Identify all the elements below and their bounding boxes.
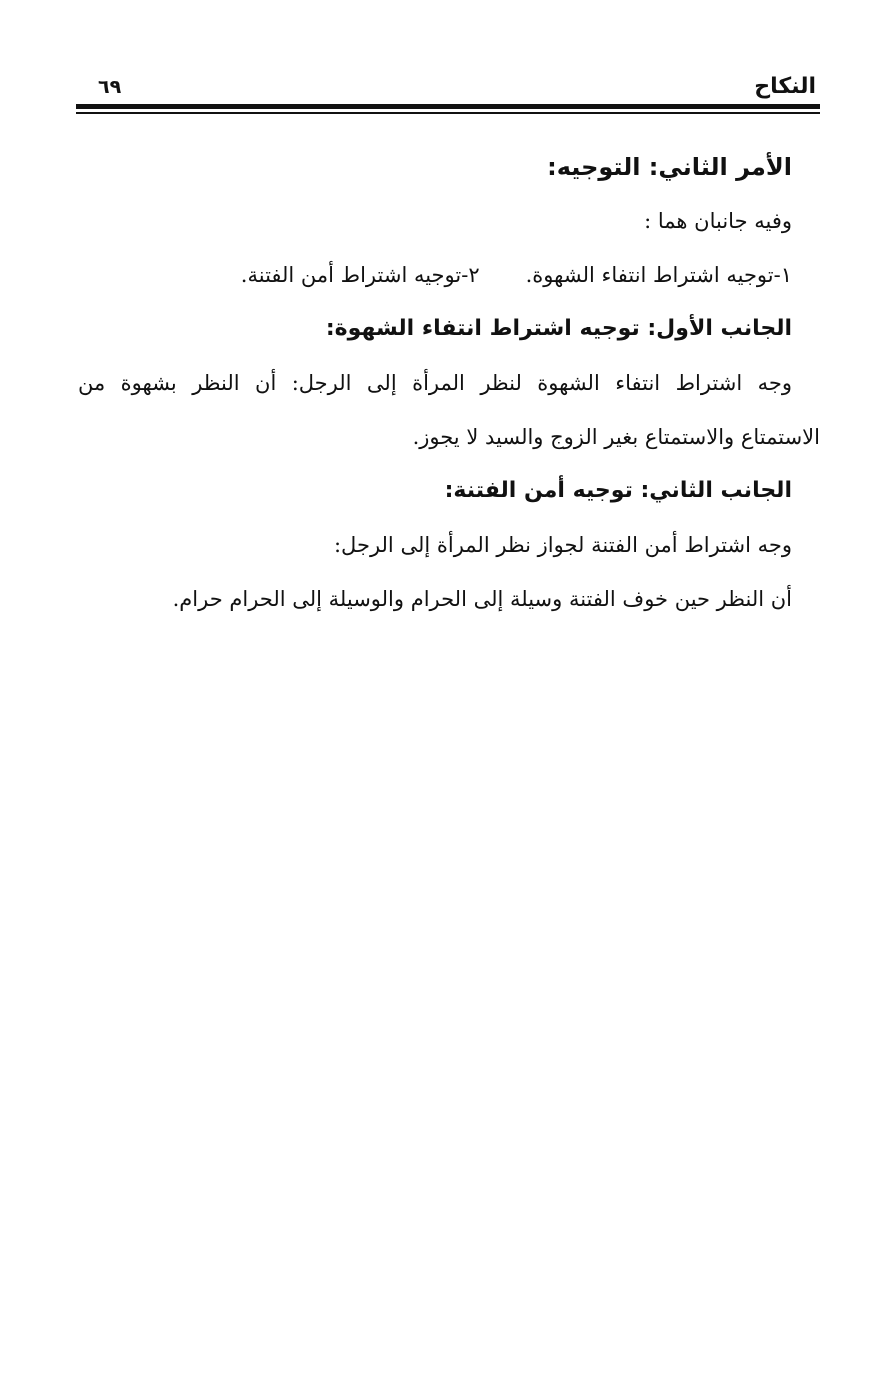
- intro-text: وفيه جانبان هما :: [644, 209, 792, 233]
- page-body: [78, 140, 820, 626]
- page-number: ٦٩: [98, 76, 122, 98]
- paragraph-line: الاستمتاع والاستمتاع بغير الزوج والسيد لا يجوز.: [412, 425, 820, 449]
- list-item: ١-توجيه اشتراط انتفاء الشهوة.: [525, 263, 792, 287]
- aspects-list: [80, 248, 792, 302]
- paragraph-line: وجه اشتراط أمن الفتنة لجواز نظر المرأة إلى الرجل:: [333, 533, 792, 557]
- paragraph-line: وجه اشتراط انتفاء الشهوة لنظر المرأة إلى الرجل: أن النظر بشهوة من: [78, 371, 792, 395]
- running-title: النكاح: [754, 74, 816, 99]
- section-heading-first-aspect: الجانب الأول: توجيه اشتراط انتفاء الشهوة:: [325, 316, 792, 341]
- header-rule-thin: [76, 112, 820, 114]
- main-heading: الأمر الثاني: التوجيه:: [547, 153, 792, 181]
- page-header: [76, 68, 820, 108]
- paragraph-line: أن النظر حين خوف الفتنة وسيلة إلى الحرام والوسيلة إلى الحرام حرام.: [172, 587, 792, 611]
- header-rule-thick: [76, 104, 820, 109]
- section-heading-second-aspect: الجانب الثاني: توجيه أمن الفتنة:: [444, 478, 792, 503]
- list-item: ٢-توجيه اشتراط أمن الفتنة.: [240, 263, 480, 287]
